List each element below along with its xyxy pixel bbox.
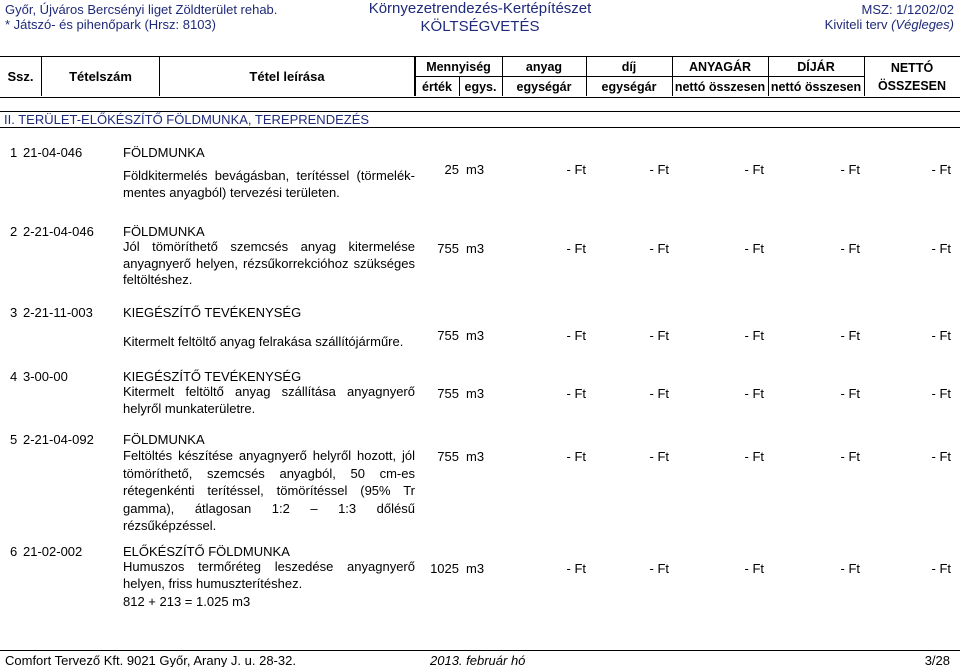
item-description: Kitermelt feltöltő anyag szállítása anyagnyerő helyről munkaterületre.: [123, 384, 415, 416]
col-osszesen: ÖSSZESEN: [877, 78, 947, 93]
item-number: 3: [10, 305, 18, 320]
anyag-egysegar: - Ft: [566, 241, 586, 256]
item-unit: m3: [466, 162, 485, 177]
anyagar-netto: - Ft: [744, 241, 764, 256]
page-footer: [0, 650, 960, 667]
col-tetelszam: Tételszám: [42, 57, 160, 96]
anyagar-netto: - Ft: [744, 328, 764, 343]
item-quantity: 755: [437, 328, 459, 343]
col-anyag: anyag: [525, 59, 563, 74]
col-ssz: Ssz.: [0, 57, 42, 96]
item-quantity: 755: [437, 386, 459, 401]
col-netto: NETTÓ: [890, 60, 934, 75]
item-quantity: 25: [444, 162, 459, 177]
dij-egysegar: - Ft: [649, 241, 669, 256]
anyag-egysegar: - Ft: [566, 561, 586, 576]
page-number: 3/28: [924, 653, 950, 667]
anyag-egysegar: - Ft: [566, 449, 586, 464]
item-number: 4: [10, 369, 18, 384]
item-description: Jól tömöríthető szemcsés anyag kitermelése anyagnyerő helyen, rézsűkorrekcióhoz szükséges feltöltéshez.: [123, 239, 415, 287]
item-description: Feltöltés készítése anyagnyerő helyről hozott, jól tömöríthető, szemcsés anyagból, 50 cm-es rétegenkénti terítéssel, tömörítéssel (95% Tr gamma), átlagosan 1:2 – 1:3 dőlésű rézsűképzéssel.: [123, 448, 415, 533]
netto-osszesen: - Ft: [931, 328, 951, 343]
item-code: 2-21-04-092: [23, 432, 94, 447]
col-dijar: DÍJÁR: [797, 59, 835, 74]
item-quantity: 755: [437, 241, 459, 256]
netto-osszesen: - Ft: [931, 241, 951, 256]
item-unit: m3: [466, 328, 485, 343]
dijar-netto: - Ft: [840, 386, 860, 401]
item-category: FÖLDMUNKA: [123, 224, 205, 239]
plan-prefix: Kiviteli terv: [824, 17, 892, 32]
divider: [415, 76, 864, 77]
project-subname: * Játszó- és pihenőpark (Hrsz: 8103): [5, 17, 216, 32]
netto-osszesen: - Ft: [931, 561, 951, 576]
item-unit: m3: [466, 386, 485, 401]
item-number: 1: [10, 145, 18, 160]
item-code: 21-04-046: [23, 145, 83, 160]
item-code: 3-00-00: [23, 369, 68, 384]
company-title: Környezetrendezés-Kertépítészet: [368, 0, 592, 17]
item-quantity: 1025: [430, 561, 459, 576]
column-header-row: [0, 56, 960, 98]
anyag-egysegar: - Ft: [566, 328, 586, 343]
col-mennyiseg: Mennyiség: [426, 59, 491, 74]
dijar-netto: - Ft: [840, 162, 860, 177]
item-calculation: 812 + 213 = 1.025 m3: [123, 594, 251, 609]
item-unit: m3: [466, 241, 485, 256]
anyagar-netto: - Ft: [744, 386, 764, 401]
item-code: 2-21-04-046: [23, 224, 94, 239]
document-title: KÖLTSÉGVETÉS: [420, 18, 540, 35]
dijar-netto: - Ft: [840, 328, 860, 343]
footer-company: Comfort Tervező Kft. 9021 Győr, Arany J. u. 28-32.: [5, 653, 296, 667]
anyag-egysegar: - Ft: [566, 386, 586, 401]
col-dij-egysegar: egységár: [601, 79, 657, 94]
anyag-egysegar: - Ft: [566, 162, 586, 177]
item-category: FÖLDMUNKA: [123, 145, 205, 160]
plan-final: (Végleges): [891, 17, 954, 32]
item-unit: m3: [466, 561, 485, 576]
item-number: 6: [10, 544, 18, 559]
item-number: 2: [10, 224, 18, 239]
netto-osszesen: - Ft: [931, 386, 951, 401]
item-number: 5: [10, 432, 18, 447]
anyagar-netto: - Ft: [744, 561, 764, 576]
divider: [459, 76, 460, 96]
item-code: 21-02-002: [23, 544, 83, 559]
page-header: [0, 0, 960, 40]
dij-egysegar: - Ft: [649, 328, 669, 343]
col-anyag-egysegar: egységár: [516, 79, 572, 94]
item-category: KIEGÉSZÍTŐ TEVÉKENYSÉG: [123, 369, 302, 384]
col-dij: díj: [621, 59, 637, 74]
anyagar-netto: - Ft: [744, 162, 764, 177]
project-name: Győr, Újváros Bercsényi liget Zöldterület rehab.: [5, 2, 278, 17]
item-description: Humuszos termőréteg leszedése anyagnyerő helyen, friss humuszterítéshez.: [123, 559, 415, 591]
section-title: II. TERÜLET-ELŐKÉSZÍTŐ FÖLDMUNKA, TEREPRENDEZÉS: [0, 111, 960, 128]
col-anyagar: ANYAGÁR: [688, 59, 752, 74]
dij-egysegar: - Ft: [649, 449, 669, 464]
item-quantity: 755: [437, 449, 459, 464]
msz-number: MSZ: 1/1202/02: [861, 2, 954, 17]
item-code: 2-21-11-003: [23, 305, 93, 320]
col-egys: egys.: [464, 79, 497, 94]
footer-date: 2013. február hó: [430, 653, 526, 667]
item-category: ELŐKÉSZÍTŐ FÖLDMUNKA: [123, 544, 290, 559]
dijar-netto: - Ft: [840, 241, 860, 256]
dij-egysegar: - Ft: [649, 162, 669, 177]
dij-egysegar: - Ft: [649, 561, 669, 576]
dij-egysegar: - Ft: [649, 386, 669, 401]
netto-osszesen: - Ft: [931, 449, 951, 464]
netto-osszesen: - Ft: [931, 162, 951, 177]
item-unit: m3: [466, 449, 485, 464]
dijar-netto: - Ft: [840, 449, 860, 464]
item-description: Kitermelt feltöltő anyag felrakása szállítójárműre.: [123, 334, 404, 349]
plan-status: [825, 17, 954, 32]
item-category: FÖLDMUNKA: [123, 432, 205, 447]
divider: [864, 57, 865, 96]
col-tetel-leirasa: Tétel leírása: [160, 57, 415, 96]
col-dijar-netto: nettó összesen: [770, 79, 862, 94]
col-ertek: érték: [422, 79, 452, 94]
anyagar-netto: - Ft: [744, 449, 764, 464]
dijar-netto: - Ft: [840, 561, 860, 576]
item-category: KIEGÉSZÍTŐ TEVÉKENYSÉG: [123, 305, 302, 320]
item-description: Földkitermelés bevágásban, terítéssel (törmelék-mentes anyagból) tervezési területen.: [123, 168, 415, 200]
col-anyagar-netto: nettó összesen: [674, 79, 766, 94]
